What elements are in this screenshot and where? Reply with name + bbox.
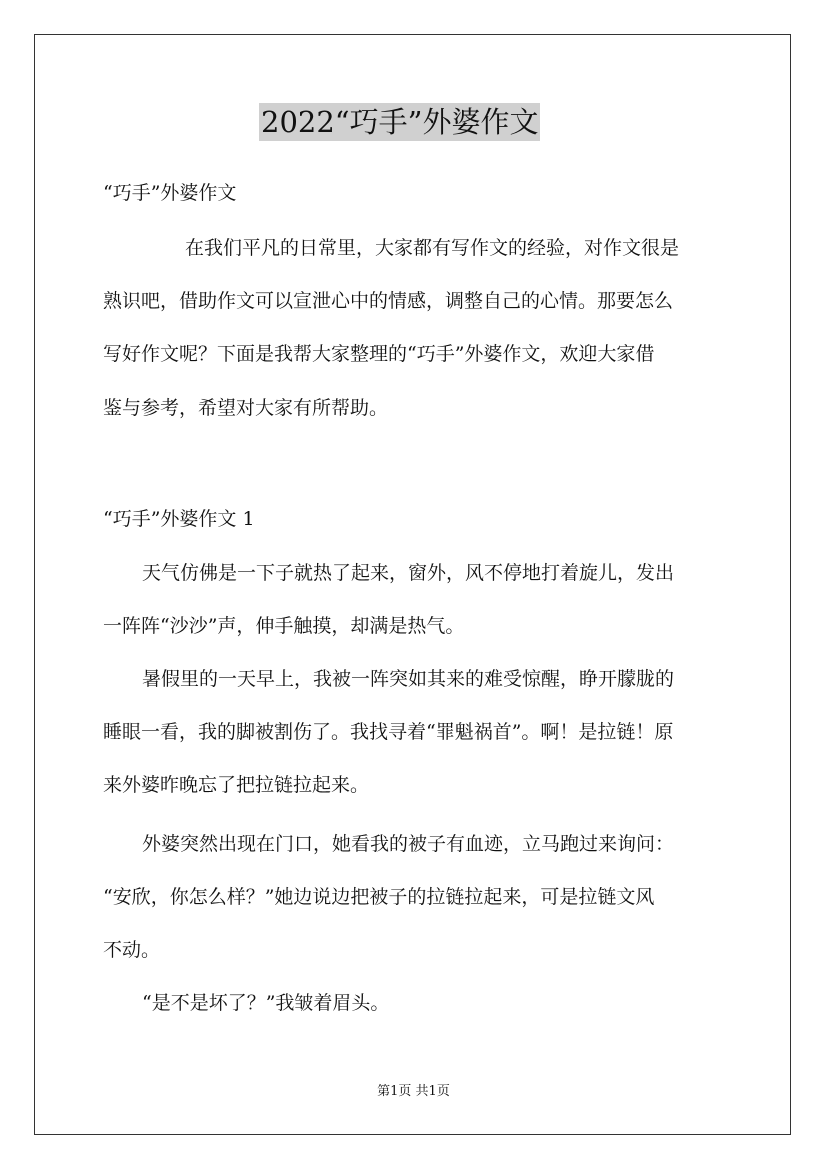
intro-line: 在我们平凡的日常里，大家都有写作文的经验，对作文很是 <box>185 237 680 259</box>
body-line: “是不是坏了？”我皱着眉头。 <box>142 992 390 1014</box>
body-line: 外婆突然出现在门口，她看我的被子有血迹，立马跑过来询问： <box>142 833 675 855</box>
body-line: 睡眼一看，我的脚被割伤了。我找寻着“罪魁祸首”。啊！是拉链！原 <box>103 721 674 743</box>
page-footer: 第1页 共1页 <box>377 1084 450 1099</box>
intro-line: 鉴与参考，希望对大家有所帮助。 <box>103 397 389 419</box>
body-line: 一阵阵“沙沙”声，伸手触摸，却满是热气。 <box>103 615 465 637</box>
intro-line: 写好作文呢？下面是我帮大家整理的“巧手”外婆作文，欢迎大家借 <box>103 343 655 365</box>
subtitle: “巧手”外婆作文 <box>103 182 237 204</box>
body-line: 来外婆昨晚忘了把拉链拉起来。 <box>103 774 370 796</box>
body-line: 暑假里的一天早上，我被一阵突如其来的难受惊醒，睁开朦胧的 <box>142 668 675 690</box>
body-line: 不动。 <box>103 939 161 961</box>
body-line: “安欣，你怎么样？”她边说边把被子的拉链拉起来，可是拉链文风 <box>103 886 655 908</box>
page-title: 2022“巧手”外婆作文 <box>261 105 539 139</box>
body-line: 天气仿佛是一下子就热了起来，窗外，风不停地打着旋儿，发出 <box>142 562 675 584</box>
intro-line: 熟识吧，借助作文可以宣泄心中的情感，调整自己的心情。那要怎么 <box>103 290 674 312</box>
section-heading: “巧手”外婆作文 1 <box>103 508 255 530</box>
